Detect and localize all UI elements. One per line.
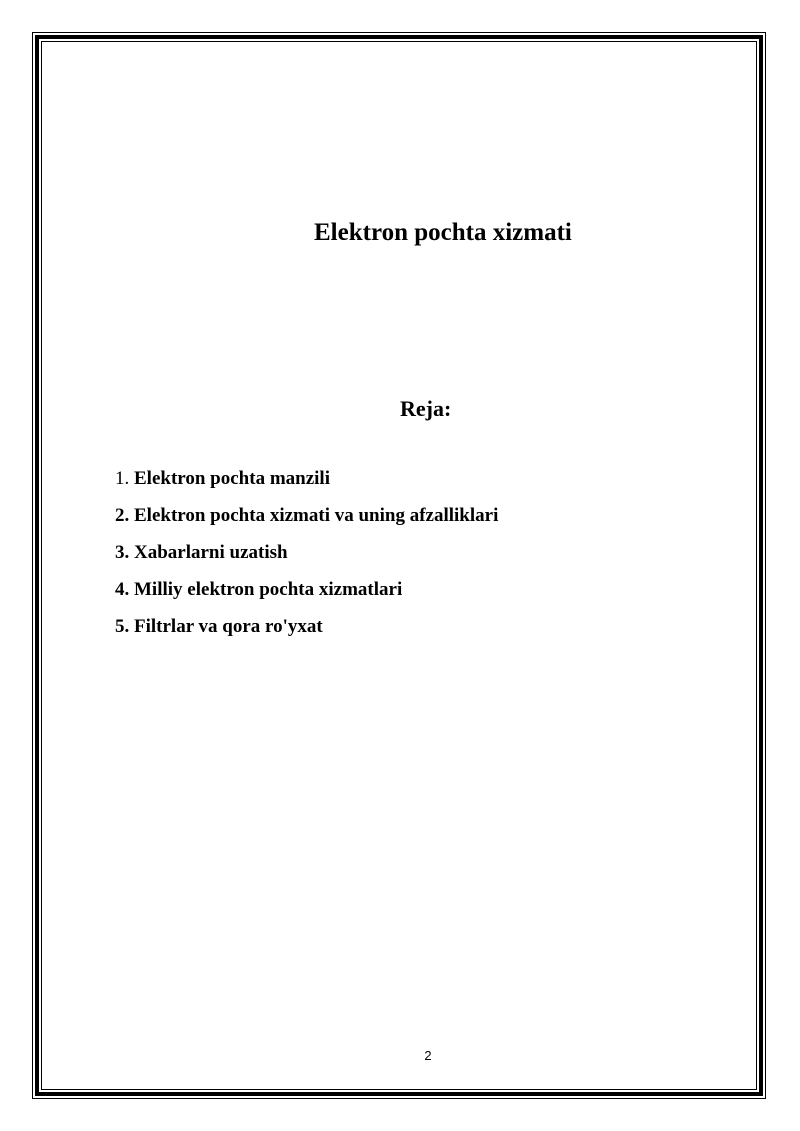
plan-item-number: 2.: [115, 505, 130, 526]
plan-list: [115, 466, 498, 651]
plan-item: [115, 614, 498, 651]
document-title: Elektron pochta xizmati: [314, 219, 572, 246]
plan-item-text: Xabarlarni uzatish: [129, 542, 288, 563]
plan-item-number: 5.: [115, 616, 130, 637]
plan-item: [115, 466, 498, 503]
plan-item-number: 4.: [115, 579, 130, 600]
plan-item-text: Elektron pochta xizmati va uning afzalliklari: [129, 505, 499, 526]
plan-item-number: 3.: [115, 542, 130, 563]
plan-item: [115, 540, 498, 577]
plan-item-text: Filtrlar va qora ro'yxat: [129, 616, 323, 637]
page-number: 2: [424, 1048, 432, 1063]
plan-item-number: 1.: [115, 468, 130, 489]
plan-heading: Reja:: [400, 396, 452, 421]
plan-item-text: Milliy elektron pochta xizmatlari: [129, 579, 403, 600]
plan-item-text: Elektron pochta manzili: [129, 468, 330, 489]
plan-item: [115, 577, 498, 614]
plan-item: [115, 503, 498, 540]
